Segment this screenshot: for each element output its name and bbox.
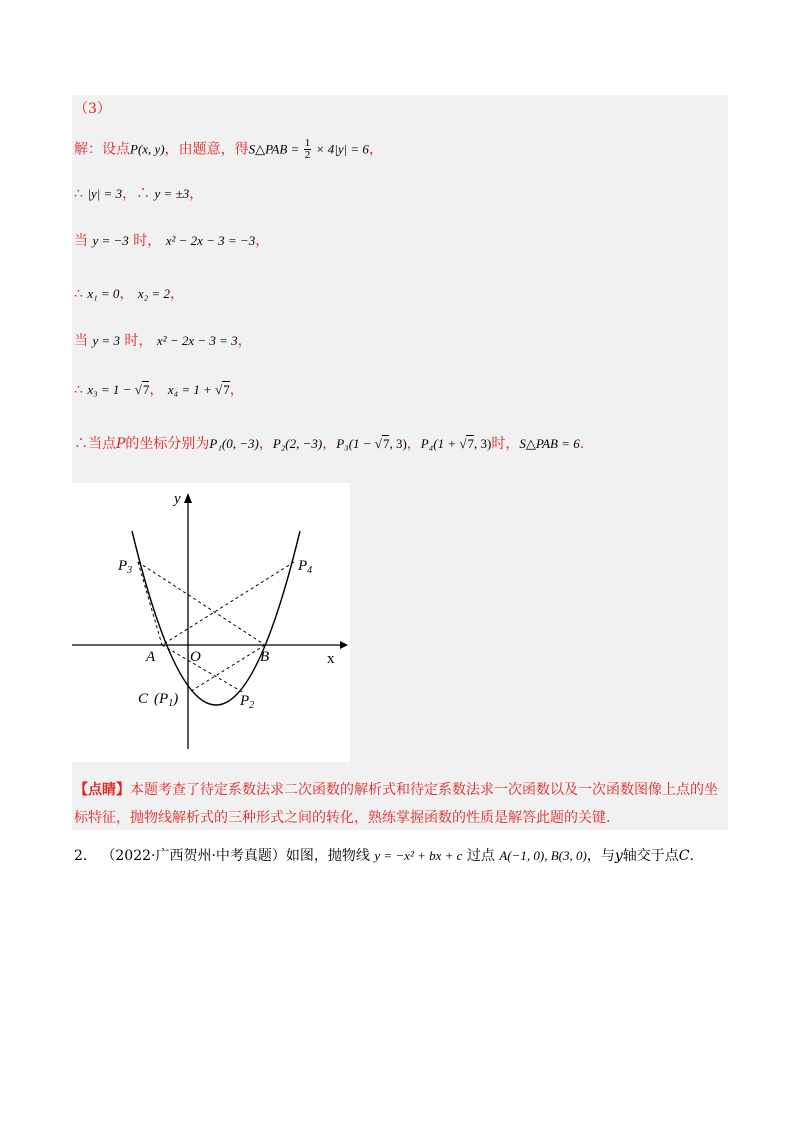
subscript: 3 bbox=[127, 565, 133, 576]
comment-block bbox=[74, 776, 724, 832]
p-letter: P bbox=[298, 558, 308, 574]
text: ，与 bbox=[586, 848, 615, 864]
dashed-lines bbox=[138, 562, 294, 693]
math: , 3) bbox=[473, 436, 492, 451]
question-points: A(−1, 0), B(3, 0) bbox=[499, 848, 587, 863]
text: ， bbox=[237, 333, 252, 349]
text: ， bbox=[255, 233, 270, 249]
math: , 3) bbox=[389, 436, 407, 451]
math: S△PAB = 6 bbox=[519, 436, 580, 451]
text: ， bbox=[169, 286, 184, 302]
sqrt-symbol: √ bbox=[215, 382, 223, 397]
text: ， bbox=[406, 436, 421, 452]
text: ，由题意，得 bbox=[164, 141, 249, 158]
therefore-symbol: ∴ bbox=[74, 186, 83, 202]
question-2 bbox=[74, 846, 694, 866]
point-p3-label bbox=[117, 558, 132, 576]
point-p2-label bbox=[239, 693, 254, 711]
radicand: 7 bbox=[382, 436, 390, 451]
radicand: 7 bbox=[223, 382, 230, 397]
text: 解：设点 bbox=[74, 141, 130, 158]
math: S△PAB = bbox=[248, 141, 300, 157]
solution-line-4 bbox=[74, 285, 184, 303]
text: ， bbox=[229, 382, 244, 398]
text: 当 bbox=[74, 333, 88, 349]
p-letter: P bbox=[240, 693, 250, 709]
text: ， bbox=[368, 141, 383, 158]
text: 时， bbox=[124, 333, 153, 349]
fraction bbox=[304, 138, 312, 161]
text: 轴交于点 bbox=[622, 848, 679, 864]
radicand: 7 bbox=[467, 436, 474, 451]
comment-tag: 【点睛】 bbox=[74, 782, 130, 798]
math: P₂(2, −3) bbox=[272, 436, 323, 451]
point-a-label: A bbox=[146, 649, 156, 665]
solution-line-1 bbox=[74, 138, 383, 161]
line-p4-a bbox=[162, 562, 294, 645]
text: P bbox=[116, 436, 126, 452]
solution-line-5 bbox=[74, 332, 252, 350]
math: x₁ = 0 bbox=[87, 286, 120, 301]
sqrt-symbol: √ bbox=[459, 436, 467, 451]
math: P₁(0, −3) bbox=[209, 436, 259, 451]
subscript: 1 bbox=[168, 698, 174, 709]
text: ， bbox=[189, 186, 204, 202]
solution-line-3 bbox=[74, 232, 269, 250]
c-letter: C bbox=[138, 691, 149, 707]
therefore-symbol: ∴ bbox=[74, 382, 83, 398]
text: 过点 bbox=[466, 848, 495, 864]
math: x² − 2x − 3 = 3 bbox=[156, 333, 238, 348]
paren: ( bbox=[154, 691, 160, 707]
text: 当 bbox=[74, 233, 88, 249]
math: |y| = 3 bbox=[87, 186, 123, 201]
math: y = ±3 bbox=[154, 186, 190, 201]
text: 时， bbox=[491, 436, 520, 452]
therefore-symbol: ∴ bbox=[74, 286, 83, 302]
math: P₃(1 − bbox=[336, 436, 375, 451]
paren: ) bbox=[173, 691, 179, 707]
point-c-p1-label bbox=[138, 691, 178, 709]
point-b-label: B bbox=[260, 649, 270, 665]
axis-label-y: y bbox=[174, 491, 181, 507]
text: ， bbox=[258, 436, 273, 452]
text: . bbox=[579, 436, 585, 452]
text: ， bbox=[122, 186, 137, 202]
math: × 4|y| = 6 bbox=[315, 141, 369, 157]
sqrt-symbol: √ bbox=[374, 436, 382, 451]
part-label: （3） bbox=[74, 101, 111, 117]
text: 时， bbox=[133, 233, 162, 249]
parabola-graph bbox=[72, 483, 350, 762]
question-number: 2． bbox=[74, 848, 97, 864]
comment-text: 本题考查了待定系数法求二次函数的解析式和待定系数法求一次函数以及一次函数图像上点的坐标特征，抛物线解析式的三种形式之间的转化，熟练掌握函数的性质是解答此题的关键. bbox=[74, 782, 718, 826]
math: y = −3 bbox=[92, 233, 129, 248]
solution-line-6 bbox=[74, 381, 244, 399]
sqrt-symbol: √ bbox=[134, 382, 142, 397]
point-p4-label bbox=[297, 558, 312, 576]
solution-line-2 bbox=[74, 185, 203, 203]
math: x₂ = 2 bbox=[137, 286, 170, 301]
line-p3-b bbox=[138, 562, 265, 645]
text: ， bbox=[149, 382, 164, 398]
text: . bbox=[689, 848, 694, 864]
text: C bbox=[678, 848, 690, 864]
math: y = 3 bbox=[92, 333, 120, 348]
math: P₄(1 + bbox=[420, 436, 460, 451]
fraction-denominator: 2 bbox=[304, 149, 311, 161]
origin-label: O bbox=[190, 649, 201, 665]
p-letter: P bbox=[159, 691, 169, 707]
text: ， bbox=[119, 286, 134, 302]
x-axis-arrow-icon bbox=[340, 641, 348, 649]
math: x₃ = 1 − bbox=[87, 382, 135, 397]
math: P(x, y) bbox=[130, 141, 165, 157]
math: x₄ = 1 + bbox=[167, 382, 216, 397]
radicand: 7 bbox=[142, 382, 150, 397]
text: y bbox=[614, 848, 623, 864]
graph-svg bbox=[72, 483, 350, 762]
y-axis-arrow-icon bbox=[184, 493, 192, 503]
subscript: 4 bbox=[307, 565, 313, 576]
parabola-curve bbox=[132, 531, 300, 705]
math: x² − 2x − 3 = −3 bbox=[165, 233, 256, 248]
question-equation: y = −x² + bx + c bbox=[374, 848, 463, 863]
text: 的坐标分别为 bbox=[125, 436, 210, 452]
axis-label-x: x bbox=[327, 651, 335, 667]
fraction-numerator: 1 bbox=[304, 137, 311, 149]
subscript: 2 bbox=[249, 700, 255, 711]
text: ∴当点 bbox=[74, 436, 116, 452]
line-a-p2 bbox=[162, 645, 244, 693]
text: ， bbox=[322, 436, 337, 452]
question-source: （2022·广西贺州·中考真题）如图，抛物线 bbox=[101, 848, 370, 864]
solution-line-7 bbox=[74, 435, 584, 453]
p-letter: P bbox=[118, 558, 128, 574]
line-p3-a bbox=[138, 562, 162, 645]
therefore-symbol: ∴ bbox=[136, 186, 151, 202]
